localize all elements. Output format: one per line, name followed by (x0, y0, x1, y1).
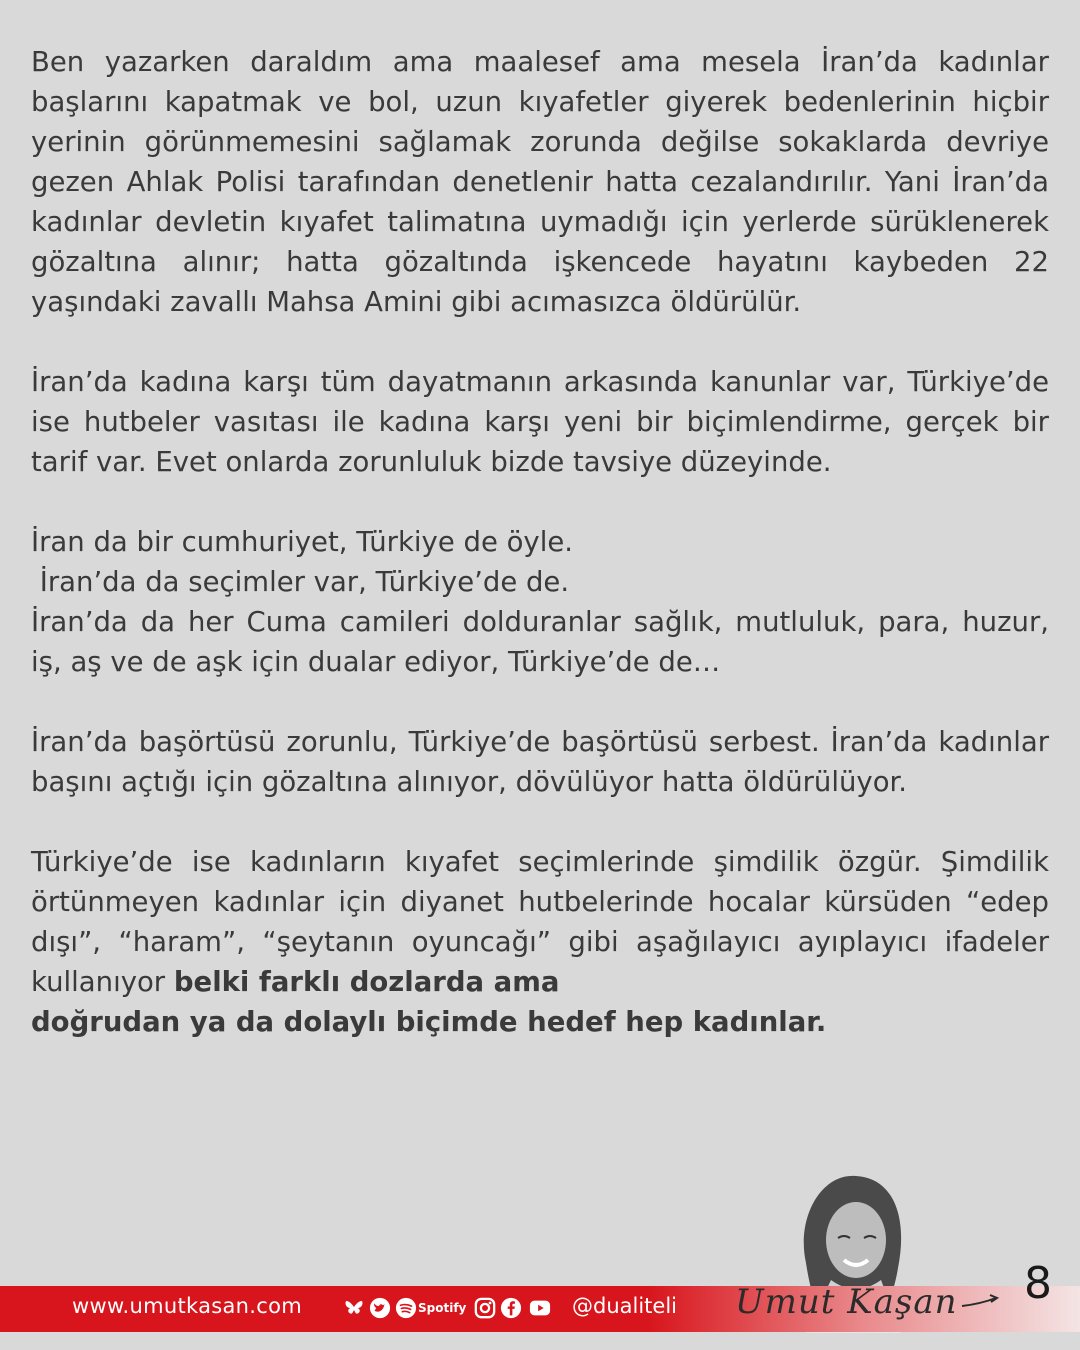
instagram-icon[interactable] (474, 1297, 496, 1319)
paragraph-2: İran’da kadına karşı tüm dayatmanın arkasında kanunlar var, Türkiye’de ise hutbeler vasıtası ile kadına karşı yeni bir biçimlendirme, gerçek bir tarif var. Evet onlarda zorunluluk bizde tavsiye düzeyinde. (31, 366, 1049, 478)
paragraph-5-bold-1: belki farklı dozlarda ama (173, 966, 560, 998)
paragraph-5-regular: Türkiye’de ise kadınların kıyafet seçimlerinde şimdilik özgür. Şimdilik örtünmeyen kadınlar için diyanet hutbelerinde hocalar kürsüden “edep dışı”, “haram”, “şeytanın oyuncağı” gibi aşağılayıcı ayıplayıcı ifadeler kullanıyor (31, 846, 1049, 998)
paragraph-3-line-1: İran da bir cumhuriyet, Türkiye de öyle. (31, 526, 574, 558)
page-number: 8 (1024, 1258, 1052, 1309)
spotify-icon[interactable] (395, 1297, 417, 1319)
paragraph-3-line-3: İran’da da her Cuma camileri dolduranlar sağlık, mutluluk, para, huzur, iş, aş ve de aşk için dualar ediyor, Türkiye’de de… (31, 606, 1049, 678)
author-signature: Umut Kaşan (735, 1282, 958, 1322)
paragraph-4: İran’da başörtüsü zorunlu, Türkiye’de başörtüsü serbest. İran’da kadınlar başını açtığı için gözaltına alınıyor, dövülüyor hatta öldürülüyor. (31, 726, 1049, 798)
facebook-icon[interactable] (500, 1297, 522, 1319)
paragraph-5-bold-2: doğrudan ya da dolaylı biçimde hedef hep kadınlar. (31, 1006, 827, 1038)
bluesky-icon[interactable] (343, 1297, 365, 1319)
article-body (31, 42, 1049, 1082)
paragraph-1: Ben yazarken daraldım ama maalesef ama mesela İran’da kadınlar başlarını kapatmak ve bol, uzun kıyafetler giyerek bedenlerinin hiçbir yerinin görünmemesini sağlamak zorunda değilse sokaklarda devriye gezen Ahlak Polisi tarafından denetlenir hatta cezalandırılır. Yani İran’da kadınlar devletin kıyafet talimatına uymadığı için yerlerde sürüklenerek gözaltına alınır; hatta gözaltında işkencede hayatını kaybeden 22 yaşındaki zavallı Mahsa Amini gibi acımasızca öldürülür. (31, 46, 1049, 318)
social-handle[interactable]: @dualiteli (572, 1294, 677, 1318)
spotify-label: Spotify (418, 1301, 467, 1315)
paragraph-3-line-2: İran’da da seçimler var, Türkiye’de de. (31, 566, 570, 598)
youtube-icon[interactable] (526, 1297, 554, 1319)
paragraph-5 (31, 842, 1049, 1042)
website-link[interactable]: www.umutkasan.com (72, 1294, 302, 1318)
social-icons (343, 1297, 554, 1319)
signature-arrow-icon (960, 1292, 1000, 1312)
twitter-icon[interactable] (369, 1297, 391, 1319)
paragraph-3 (31, 522, 1049, 682)
